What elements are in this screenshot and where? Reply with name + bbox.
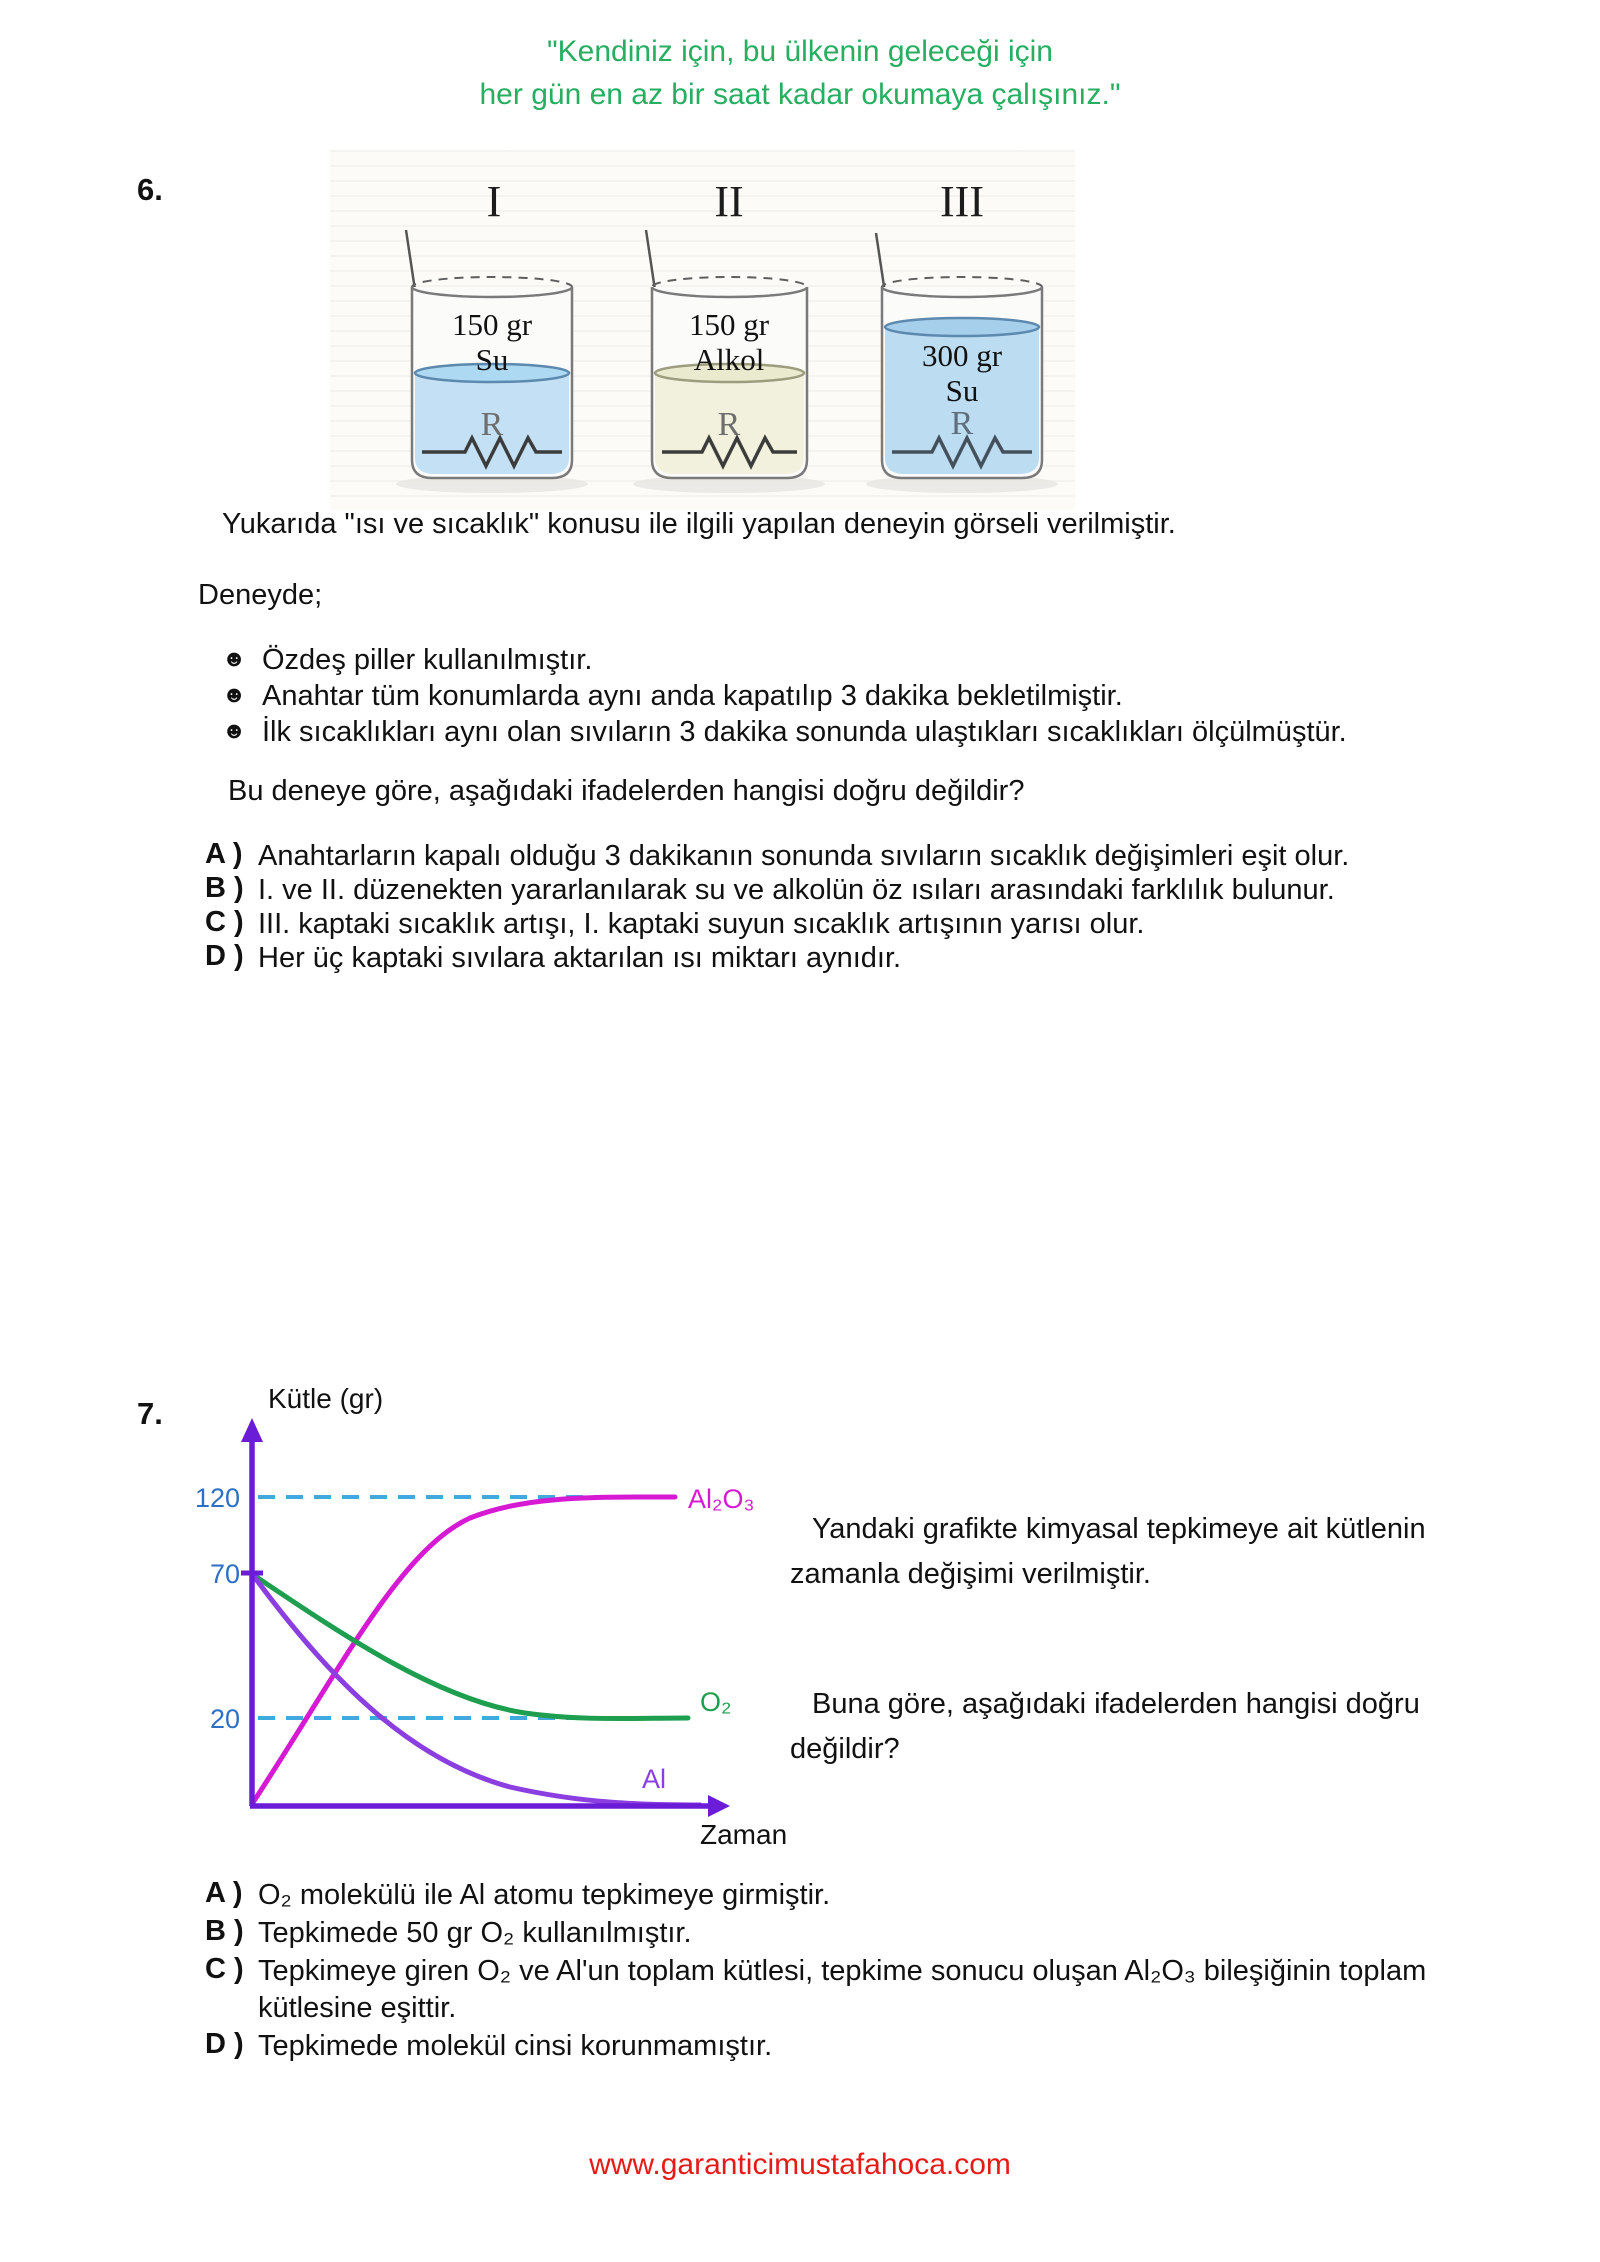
x-axis-arrow: [708, 1795, 730, 1817]
ytick-120: 120: [194, 1483, 240, 1513]
q6-option-b-label: B ): [205, 872, 244, 904]
header-quote-line2: her gün en az bir saat kadar okumaya çalışınız.": [479, 78, 1121, 111]
beaker2-wire: [646, 230, 655, 290]
q7-option-a-text: O₂ molekülü ile Al atomu tepkimeye girmiştir.: [258, 1879, 831, 1911]
q7-option-b: [205, 1915, 692, 1952]
beaker3-roman: III: [940, 177, 984, 226]
x-axis-title: Zaman: [700, 1819, 788, 1850]
q7-question-line1: Buna göre, aşağıdaki ifadelerden hangisi doğru: [812, 1688, 1420, 1720]
smiley-bullet-icon: ☻: [222, 681, 247, 707]
q6-option-c-text: III. kaptaki sıcaklık artışı, I. kaptaki suyun sıcaklık artışının yarısı olur.: [258, 908, 1145, 940]
q7-option-b-label: B ): [205, 1915, 244, 1947]
q6-option-d: [205, 940, 901, 977]
beaker1-water-150g: [396, 230, 588, 493]
q6-bullet-2: [222, 677, 1123, 715]
q7-option-a-label: A ): [205, 1877, 243, 1909]
q7-question-line2: değildir?: [790, 1733, 900, 1765]
q7-option-d-text: Tepkimede molekül cinsi korunmamıştır.: [258, 2030, 773, 2062]
q6-option-c: [205, 906, 1144, 943]
q6-question: Bu deneye göre, aşağıdaki ifadelerden hangisi doğru değildir?: [228, 775, 1025, 807]
q6-bullet-1: [222, 641, 592, 679]
smiley-bullet-icon: ☻: [222, 645, 247, 671]
q7-option-b-text: Tepkimede 50 gr O₂ kullanılmıştır.: [258, 1917, 692, 1949]
beaker2-mass-label: 150 gr: [688, 307, 770, 342]
beaker1-substance-label: Su: [475, 342, 509, 377]
beaker2-alcohol-150g: [633, 230, 825, 493]
label-al2o3: Al₂O₃: [688, 1484, 755, 1514]
q6-caption: Yukarıda "ısı ve sıcaklık" konusu ile ilgili yapılan deneyin görseli verilmiştir.: [222, 508, 1176, 540]
q7-option-c-text: Tepkimeye giren O₂ ve Al'un toplam kütlesi, tepkime sonucu oluşan Al₂O₃ bileşiğinin toplam kütlesine eşittir.: [258, 1955, 1427, 2024]
q6-option-a: [205, 838, 1349, 875]
question7-number: 7.: [137, 1396, 163, 1431]
q6-option-b-text: I. ve II. düzenekten yararlanılarak su ve alkolün öz ısıları arasındaki farklılık bulunur.: [258, 874, 1335, 906]
q6-lead: Deneyde;: [198, 579, 323, 611]
q7-option-c: [205, 1953, 1505, 2027]
beaker3-resistor-label: R: [950, 405, 974, 442]
mass-time-graph: [140, 1370, 840, 1880]
beaker1-roman: I: [486, 177, 502, 226]
beaker2-substance-label: Alkol: [693, 342, 765, 377]
beaker2-roman: II: [714, 177, 744, 226]
q6-option-d-text: Her üç kaptaki sıvılara aktarılan ısı miktarı aynıdır.: [258, 942, 902, 974]
q6-bullet-2-text: Anahtar tüm konumlarda aynı anda kapatılıp 3 dakika bekletilmiştir.: [262, 680, 1123, 712]
q6-option-d-label: D ): [205, 940, 244, 972]
ytick-70: 70: [209, 1559, 240, 1589]
beaker1-resistor-label: R: [480, 406, 504, 443]
beaker1-wire: [406, 230, 415, 290]
beaker3-mass-label: 300 gr: [921, 338, 1003, 373]
y-axis-arrow: [241, 1418, 263, 1442]
beaker3-substance-label: Su: [945, 373, 979, 408]
label-o2: O₂: [700, 1687, 732, 1717]
q7-option-a: [205, 1877, 830, 1914]
beaker2-resistor-label: R: [717, 406, 741, 443]
question6-figure: [330, 150, 1075, 510]
q6-option-a-text: Anahtarların kapalı olduğu 3 dakikanın sonunda sıvıların sıcaklık değişimleri eşit olur.: [258, 840, 1350, 872]
beakers-diagram: [330, 150, 1075, 510]
beaker3-liquid-surface: [885, 318, 1039, 336]
q6-bullet-3-text: İlk sıcaklıkları aynı olan sıvıların 3 dakika sonunda ulaştıkları sıcaklıkları ölçülmüştür.: [262, 716, 1347, 748]
question7-chart: [140, 1370, 840, 1880]
q6-bullet-3: [222, 713, 1347, 751]
label-al: Al: [642, 1764, 667, 1794]
ytick-20: 20: [209, 1704, 240, 1734]
beaker1-mass-label: 150 gr: [451, 307, 533, 342]
q7-para-line1: Yandaki grafikte kimyasal tepkimeye ait kütlenin: [812, 1513, 1426, 1545]
q6-option-b: [205, 872, 1335, 909]
q6-option-a-label: A ): [205, 838, 243, 870]
curve-al: [253, 1575, 700, 1805]
header-quote-line1: "Kendiniz için, bu ülkenin geleceği için: [547, 35, 1053, 68]
footer-url: www.garanticimustafahoca.com: [589, 2148, 1011, 2181]
q6-bullet-1-text: Özdeş piller kullanılmıştır.: [262, 644, 593, 676]
question6-number: 6.: [137, 172, 163, 207]
q6-option-c-label: C ): [205, 906, 244, 938]
q7-option-d: [205, 2028, 772, 2065]
beaker3-water-300g: [866, 233, 1058, 493]
q7-option-c-label: C ): [205, 1953, 244, 1985]
smiley-bullet-icon: ☻: [222, 717, 247, 743]
y-axis-title: Kütle (gr): [268, 1383, 384, 1414]
q7-option-d-label: D ): [205, 2028, 244, 2060]
header-quote: [0, 30, 1600, 116]
q7-para-line2: zamanla değişimi verilmiştir.: [790, 1558, 1151, 1590]
